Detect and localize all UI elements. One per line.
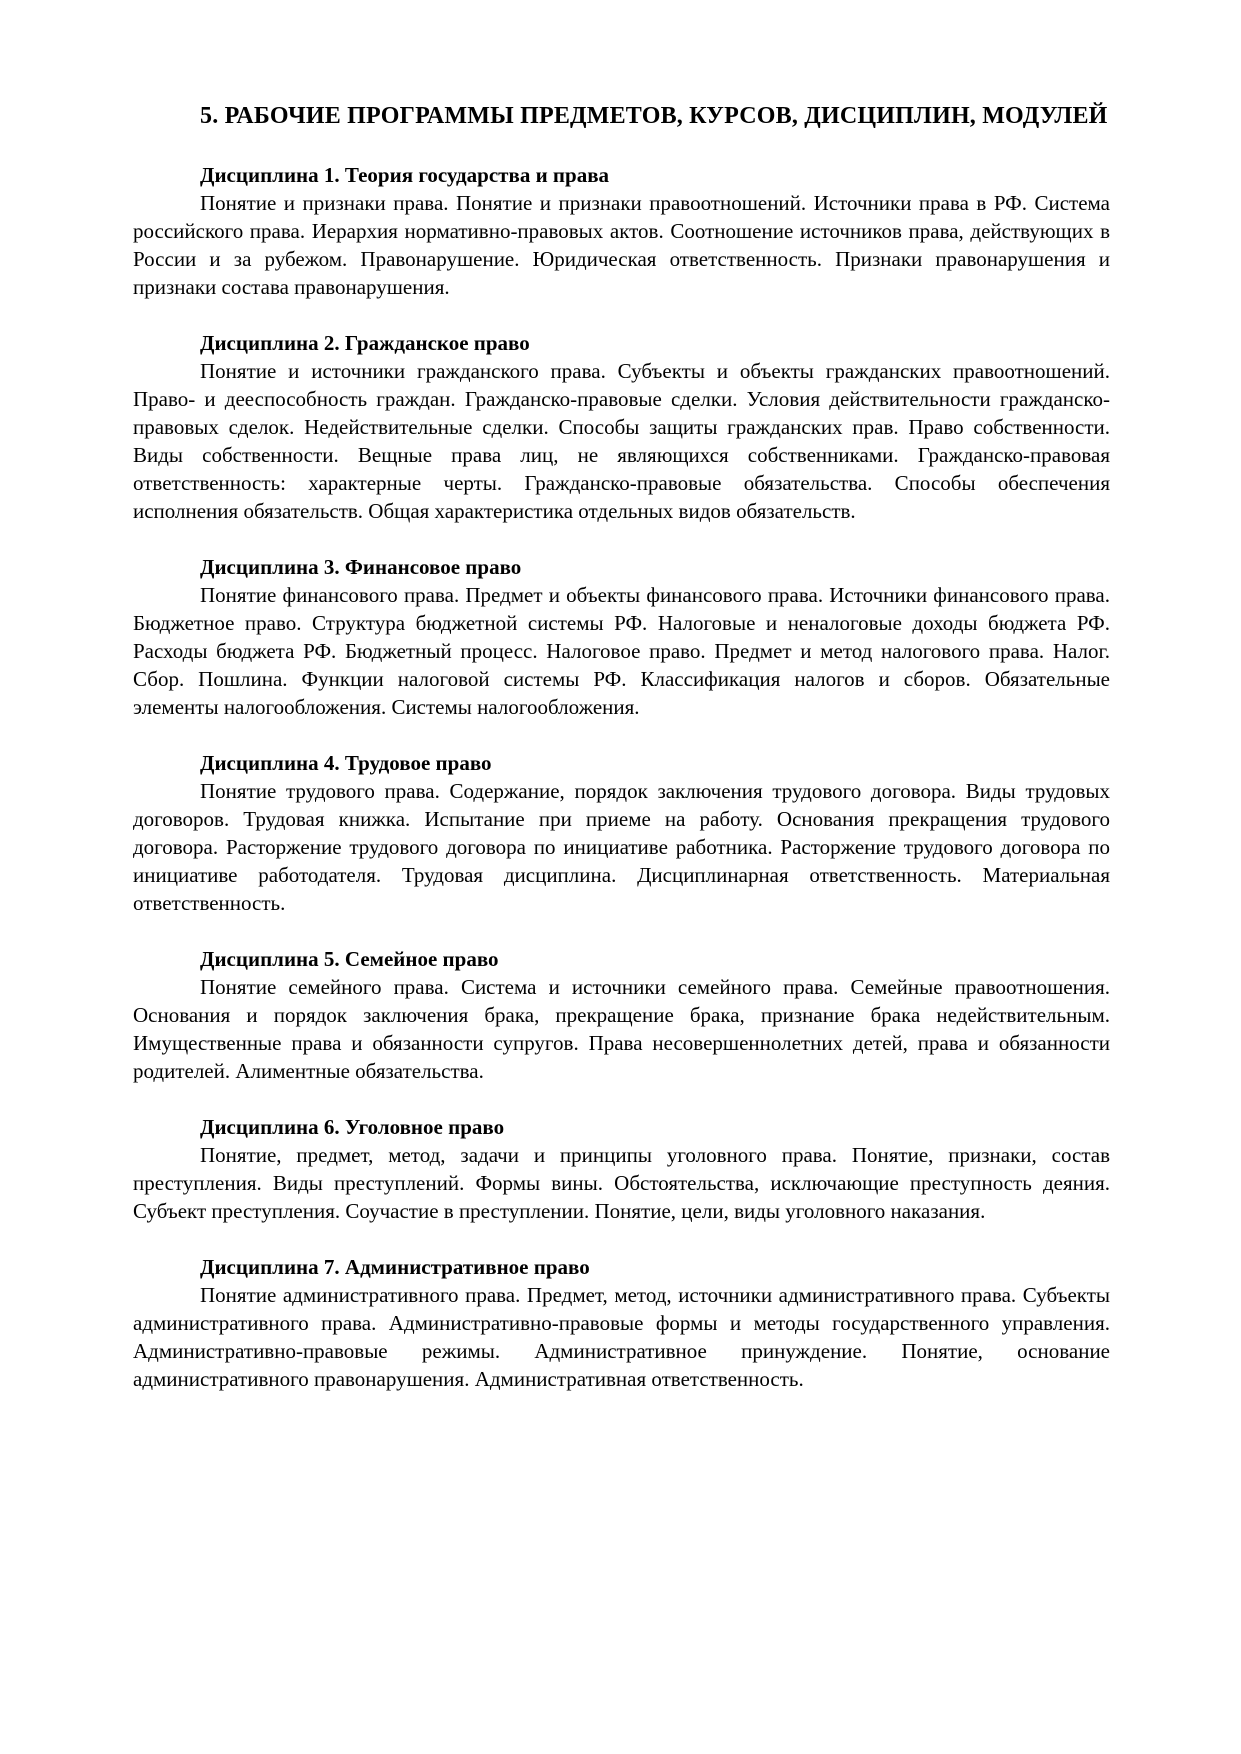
section-heading: Дисциплина 4. Трудовое право [200,751,492,775]
section-body: Понятие, предмет, метод, задачи и принципы уголовного права. Понятие, признаки, состав преступления. Виды преступлений. Формы вины. Обстоятельства, исключающие преступность деяния. Субъект преступления. Соучастие в преступлении. Понятие, цели, виды уголовного наказания. [133,1143,1110,1223]
page-title: 5. РАБОЧИЕ ПРОГРАММЫ ПРЕДМЕТОВ, КУРСОВ, ДИСЦИПЛИН, МОДУЛЕЙ [200,103,1108,129]
section-heading: Дисциплина 1. Теория государства и права [200,163,610,187]
section-heading: Дисциплина 7. Административное право [200,1255,590,1279]
section-discipline-3 [133,553,1110,721]
section-body: Понятие семейного права. Система и источники семейного права. Семейные правоотношения. Основания и порядок заключения брака, прекращение брака, признание брака недействительным. Имущественные права и обязанности супругов. Права несовершеннолетних детей, права и обязанности родителей. Алиментные обязательства. [133,975,1110,1083]
section-discipline-1 [133,161,1110,301]
section-body: Понятие и признаки права. Понятие и признаки правоотношений. Источники права в РФ. Система российского права. Иерархия нормативно-правовых актов. Соотношение источников права, действующих в России и за рубежом. Правонарушение. Юридическая ответственность. Признаки правонарушения и признаки состава правонарушения. [133,191,1110,299]
section-heading: Дисциплина 6. Уголовное право [200,1115,505,1139]
section-discipline-6 [133,1113,1110,1225]
section-body: Понятие административного права. Предмет, метод, источники административного права. Субъекты административного права. Административно-правовые формы и методы государственного управления. Административно-правовые режимы. Административное принуждение. Понятие, основание административного правонарушения. Административная ответственность. [133,1283,1110,1391]
section-body: Понятие трудового права. Содержание, порядок заключения трудового договора. Виды трудовых договоров. Трудовая книжка. Испытание при приеме на работу. Основания прекращения трудового договора. Расторжение трудового договора по инициативе работника. Расторжение трудового договора по инициативе работодателя. Трудовая дисциплина. Дисциплинарная ответственность. Материальная ответственность. [133,779,1110,915]
section-heading: Дисциплина 2. Гражданское право [200,331,530,355]
section-discipline-2 [133,329,1110,525]
section-body: Понятие финансового права. Предмет и объекты финансового права. Источники финансового права. Бюджетное право. Структура бюджетной системы РФ. Налоговые и неналоговые доходы бюджета РФ. Расходы бюджета РФ. Бюджетный процесс. Налоговое право. Предмет и метод налогового права. Налог. Сбор. Пошлина. Функции налоговой системы РФ. Классификация налогов и сборов. Обязательные элементы налогообложения. Системы налогообложения. [133,583,1110,719]
section-discipline-4 [133,749,1110,917]
section-heading: Дисциплина 5. Семейное право [200,947,499,971]
section-discipline-5 [133,945,1110,1085]
section-discipline-7 [133,1253,1110,1393]
section-body: Понятие и источники гражданского права. Субъекты и объекты гражданских правоотношений. Право- и дееспособность граждан. Гражданско-правовые сделки. Условия действительности гражданско-правовых сделок. Недействительные сделки. Способы защиты гражданских прав. Право собственности. Виды собственности. Вещные права лиц, не являющихся собственниками. Гражданско-правовая ответственность: характерные черты. Гражданско-правовые обязательства. Способы обеспечения исполнения обязательств. Общая характеристика отдельных видов обязательств. [133,359,1110,523]
section-heading: Дисциплина 3. Финансовое право [200,555,522,579]
